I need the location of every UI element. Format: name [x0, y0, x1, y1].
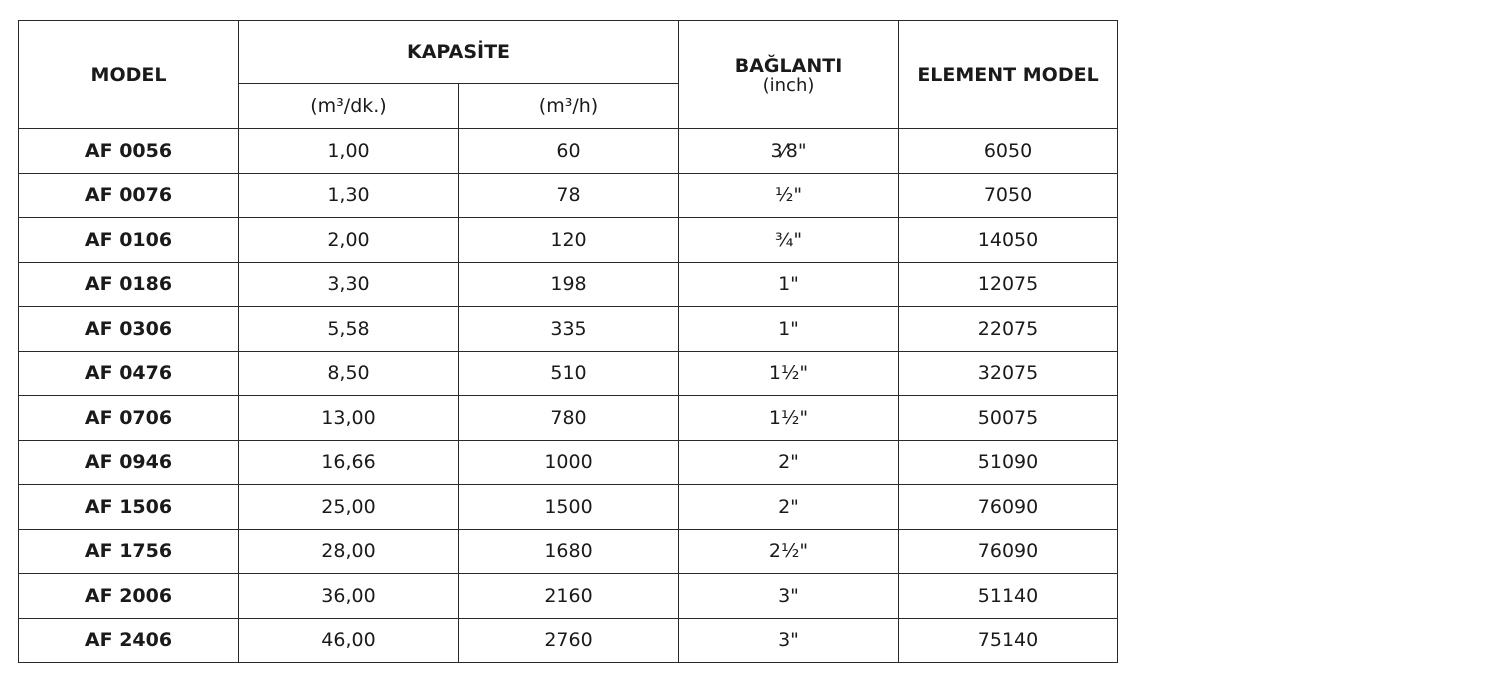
cell-connection: 3" — [679, 618, 899, 663]
cell-capacity-per-hour: 335 — [459, 307, 679, 352]
table-row — [19, 529, 1118, 574]
table-row — [19, 307, 1118, 352]
cell-capacity-per-min: 1,00 — [239, 129, 459, 174]
header-row — [19, 21, 1118, 84]
table-row — [19, 351, 1118, 396]
cell-element-model: 14050 — [899, 218, 1118, 263]
cell-capacity-per-hour: 510 — [459, 351, 679, 396]
cell-connection: 1" — [679, 307, 899, 352]
table-row — [19, 485, 1118, 530]
header-connection-label: BAĞLANTI — [734, 54, 843, 77]
cell-element-model: 76090 — [899, 529, 1118, 574]
cell-capacity-per-min: 36,00 — [239, 574, 459, 619]
header-model: MODEL — [19, 21, 239, 129]
cell-connection: 1" — [679, 262, 899, 307]
cell-element-model: 22075 — [899, 307, 1118, 352]
cell-connection: 1½" — [679, 396, 899, 441]
cell-connection: 1½" — [679, 351, 899, 396]
cell-connection: 2" — [679, 440, 899, 485]
cell-model: AF 2006 — [19, 574, 239, 619]
table-row — [19, 218, 1118, 263]
cell-capacity-per-hour: 1500 — [459, 485, 679, 530]
cell-element-model: 6050 — [899, 129, 1118, 174]
cell-connection: 3" — [679, 574, 899, 619]
cell-capacity-per-min: 25,00 — [239, 485, 459, 530]
header-connection-unit: (inch) — [762, 74, 815, 96]
cell-capacity-per-min: 2,00 — [239, 218, 459, 263]
header-capacity-per-hour: (m³/h) — [459, 84, 679, 129]
header-capacity-per-min: (m³/dk.) — [239, 84, 459, 129]
cell-model: AF 1506 — [19, 485, 239, 530]
header-connection — [679, 21, 899, 129]
cell-element-model: 7050 — [899, 173, 1118, 218]
cell-capacity-per-min: 28,00 — [239, 529, 459, 574]
table-row — [19, 618, 1118, 663]
table-row — [19, 129, 1118, 174]
cell-capacity-per-hour: 120 — [459, 218, 679, 263]
cell-model: AF 0106 — [19, 218, 239, 263]
cell-capacity-per-hour: 1680 — [459, 529, 679, 574]
cell-element-model: 51140 — [899, 574, 1118, 619]
table-row — [19, 440, 1118, 485]
cell-capacity-per-min: 8,50 — [239, 351, 459, 396]
cell-model: AF 0076 — [19, 173, 239, 218]
cell-capacity-per-hour: 198 — [459, 262, 679, 307]
cell-connection: ¾" — [679, 218, 899, 263]
cell-model: AF 0946 — [19, 440, 239, 485]
cell-capacity-per-min: 13,00 — [239, 396, 459, 441]
cell-capacity-per-min: 46,00 — [239, 618, 459, 663]
cell-model: AF 0476 — [19, 351, 239, 396]
cell-connection: 2" — [679, 485, 899, 530]
cell-model: AF 0706 — [19, 396, 239, 441]
cell-capacity-per-min: 1,30 — [239, 173, 459, 218]
cell-capacity-per-hour: 1000 — [459, 440, 679, 485]
cell-connection: 2½" — [679, 529, 899, 574]
cell-capacity-per-hour: 78 — [459, 173, 679, 218]
cell-capacity-per-hour: 2160 — [459, 574, 679, 619]
cell-capacity-per-min: 3,30 — [239, 262, 459, 307]
table-row — [19, 574, 1118, 619]
cell-capacity-per-min: 5,58 — [239, 307, 459, 352]
cell-capacity-per-hour: 780 — [459, 396, 679, 441]
cell-model: AF 0186 — [19, 262, 239, 307]
cell-connection: ½" — [679, 173, 899, 218]
cell-model: AF 2406 — [19, 618, 239, 663]
header-capacity: KAPASİTE — [239, 21, 679, 84]
cell-element-model: 50075 — [899, 396, 1118, 441]
cell-capacity-per-hour: 2760 — [459, 618, 679, 663]
cell-element-model: 51090 — [899, 440, 1118, 485]
cell-element-model: 75140 — [899, 618, 1118, 663]
cell-element-model: 32075 — [899, 351, 1118, 396]
cell-element-model: 12075 — [899, 262, 1118, 307]
cell-capacity-per-hour: 60 — [459, 129, 679, 174]
cell-element-model: 76090 — [899, 485, 1118, 530]
cell-model: AF 1756 — [19, 529, 239, 574]
header-element-model — [899, 21, 1118, 129]
header-element-model-label: ELEMENT MODEL — [917, 63, 1099, 86]
cell-connection: 3⁄8" — [679, 129, 899, 174]
cell-model: AF 0306 — [19, 307, 239, 352]
table-row — [19, 173, 1118, 218]
table-row — [19, 396, 1118, 441]
cell-model: AF 0056 — [19, 129, 239, 174]
cell-capacity-per-min: 16,66 — [239, 440, 459, 485]
table-row — [19, 262, 1118, 307]
table-body — [19, 129, 1118, 663]
table-header — [19, 21, 1118, 129]
spec-table — [18, 20, 1118, 663]
